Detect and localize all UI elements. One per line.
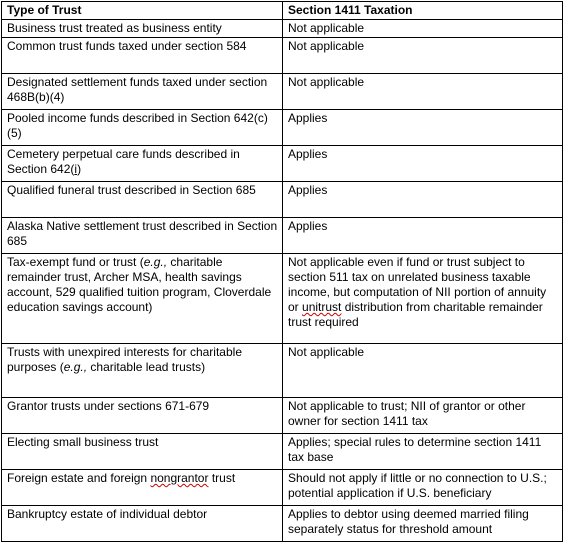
trust-taxation-table bbox=[1, 1, 563, 542]
table-row bbox=[2, 344, 563, 398]
trust-type-cell: Pooled income funds described in Section 642(c)(5) bbox=[2, 110, 283, 146]
trust-text-end: charitable remainder trust, Archer MSA, health savings account, 529 qualified tuition program, Cloverdale education savings account) bbox=[7, 255, 272, 314]
taxation-cell: Applies bbox=[283, 110, 563, 146]
table-row bbox=[2, 470, 563, 506]
taxation-cell bbox=[283, 254, 563, 344]
taxation-cell: Applies bbox=[283, 146, 563, 182]
taxation-cell: Not applicable bbox=[283, 38, 563, 74]
table-row bbox=[2, 506, 563, 542]
trust-text-end: charitable lead trusts) bbox=[87, 360, 206, 374]
trust-text-italic: e.g., bbox=[63, 360, 88, 374]
trust-text: Foreign estate and foreign bbox=[7, 471, 151, 485]
table-row bbox=[2, 74, 563, 110]
table-row bbox=[2, 434, 563, 470]
table-row bbox=[2, 182, 563, 218]
trust-text-spellcheck: nongrantor bbox=[150, 471, 209, 485]
table-row bbox=[2, 254, 563, 344]
taxation-cell: Not applicable to trust; NII of grantor or other owner for section 1411 tax bbox=[283, 398, 563, 434]
taxation-cell: Should not apply if little or no connection to U.S.; potential application if U.S. beneficiary bbox=[283, 470, 563, 506]
trust-type-cell: Qualified funeral trust described in Section 685 bbox=[2, 182, 283, 218]
trust-type-cell: Alaska Native settlement trust described in Section 685 bbox=[2, 218, 283, 254]
taxation-cell: Applies to debtor using deemed married filing separately status for threshold amount bbox=[283, 506, 563, 542]
trust-type-cell: Bankruptcy estate of individual debtor bbox=[2, 506, 283, 542]
tax-text: Not applicable even if fund or trust subject to section 511 tax on unrelated business taxable income, but computation of NII portion of annuity or bbox=[288, 255, 547, 314]
trust-text-italic: e.g., bbox=[143, 255, 168, 269]
taxation-cell: Not applicable bbox=[283, 344, 563, 398]
trust-type-cell bbox=[2, 470, 283, 506]
trust-type-cell: Business trust treated as business entity bbox=[2, 20, 283, 38]
table-row bbox=[2, 398, 563, 434]
table-row bbox=[2, 20, 563, 38]
trust-text-end: trust bbox=[208, 471, 236, 485]
trust-type-cell bbox=[2, 344, 283, 398]
taxation-cell: Applies; special rules to determine section 1411 tax base bbox=[283, 434, 563, 470]
trust-text-end: ) bbox=[77, 162, 82, 176]
taxation-cell: Applies bbox=[283, 218, 563, 254]
trust-text: Tax-exempt fund or trust ( bbox=[7, 255, 144, 269]
table-row bbox=[2, 146, 563, 182]
trust-text: Cemetery perpetual care funds described in Section 642( bbox=[7, 147, 240, 176]
trust-text-underlined: i bbox=[74, 162, 78, 176]
table-row bbox=[2, 218, 563, 254]
table-row bbox=[2, 38, 563, 74]
taxation-cell: Applies bbox=[283, 182, 563, 218]
table-row bbox=[2, 110, 563, 146]
trust-type-cell: Common trust funds taxed under section 584 bbox=[2, 38, 283, 74]
header-section-1411-taxation: Section 1411 Taxation bbox=[283, 2, 563, 20]
trust-type-cell bbox=[2, 146, 283, 182]
trust-type-cell: Electing small business trust bbox=[2, 434, 283, 470]
header-type-of-trust: Type of Trust bbox=[2, 2, 283, 20]
tax-text-end: distribution from charitable remainder trust required bbox=[288, 300, 543, 329]
trust-text: Trusts with unexpired interests for charitable purposes ( bbox=[7, 345, 242, 374]
tax-text-spellcheck: unitrust bbox=[302, 300, 342, 314]
trust-type-cell bbox=[2, 254, 283, 344]
taxation-cell: Not applicable bbox=[283, 74, 563, 110]
taxation-cell: Not applicable bbox=[283, 20, 563, 38]
header-row bbox=[2, 2, 563, 20]
trust-type-cell: Designated settlement funds taxed under section 468B(b)(4) bbox=[2, 74, 283, 110]
trust-type-cell: Grantor trusts under sections 671-679 bbox=[2, 398, 283, 434]
